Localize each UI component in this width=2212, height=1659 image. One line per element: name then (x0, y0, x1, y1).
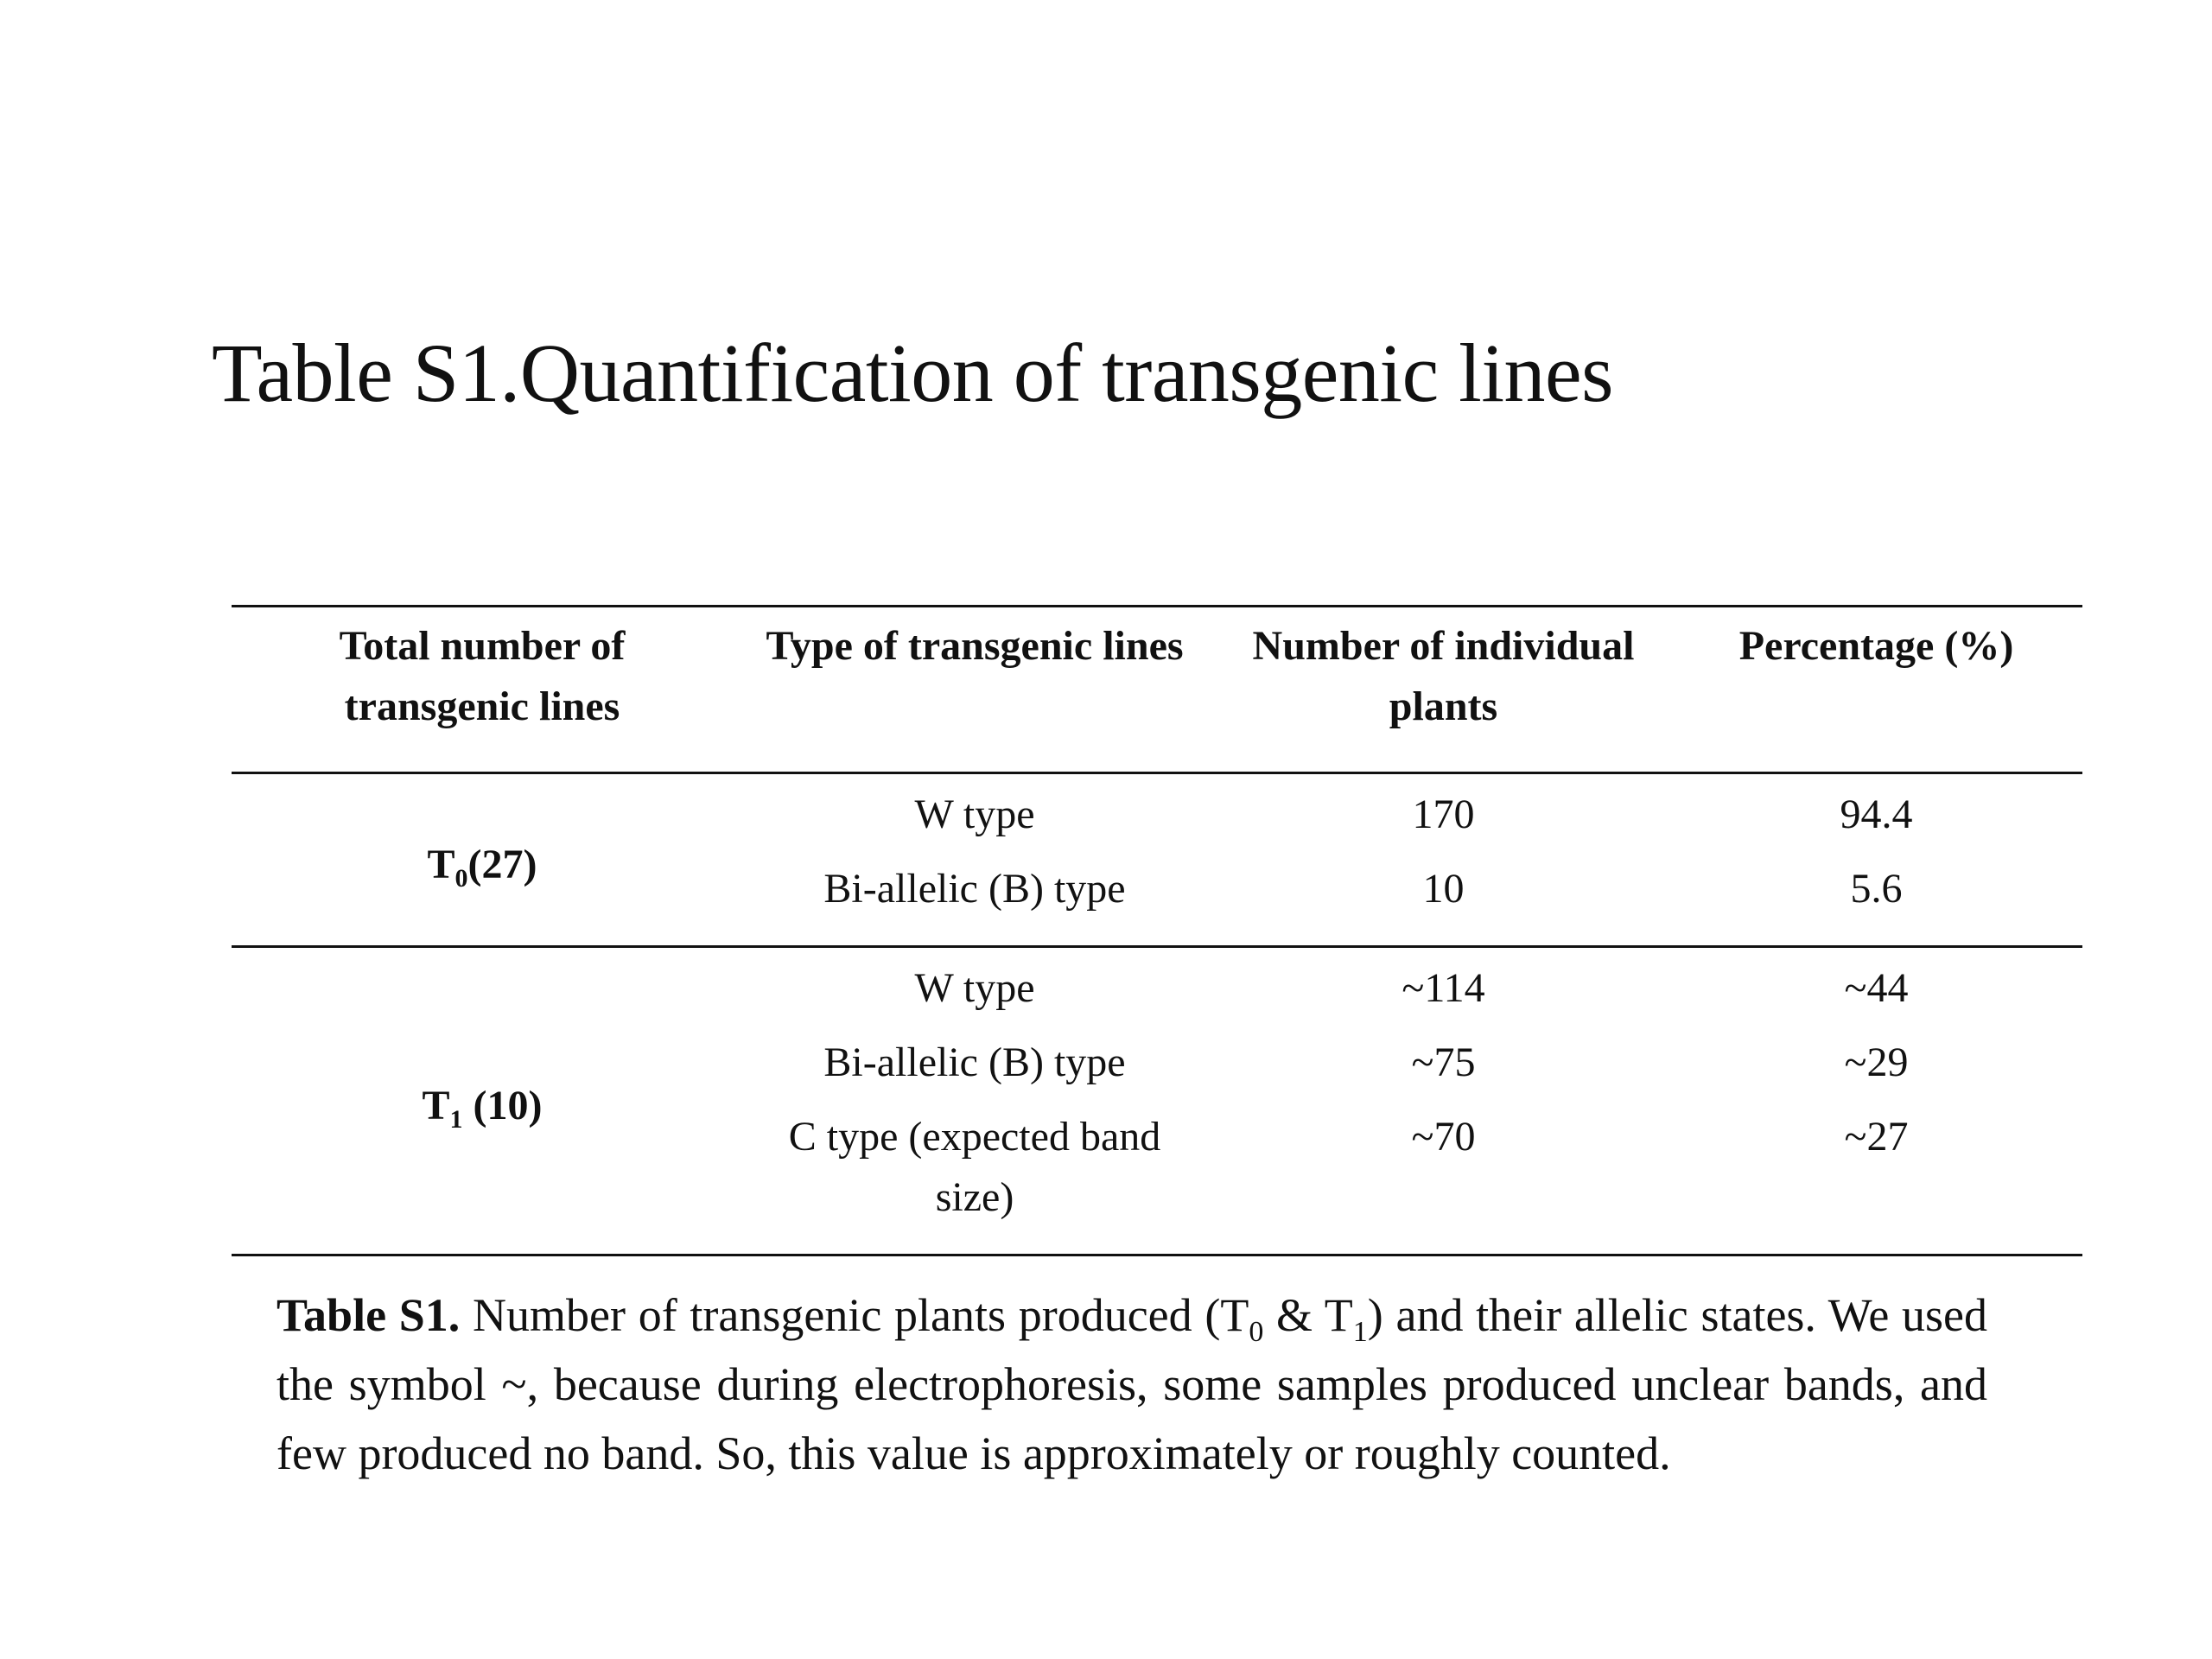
cell-type: C type (expected band size) (788, 1114, 1161, 1220)
header-line-type: Type of transgenic lines (766, 623, 1184, 669)
table-header (232, 607, 2082, 773)
cell-number: ~114 (1402, 965, 1485, 1011)
cell-number: ~70 (1411, 1114, 1476, 1160)
group-label-count: (27) (467, 842, 537, 887)
cell-number: 170 (1412, 791, 1475, 837)
group-label-main: T (427, 842, 455, 887)
group-label-subscript: 0 (454, 864, 468, 893)
group-label-count: (10) (462, 1083, 543, 1128)
group-label-t1 (232, 947, 733, 1255)
table-caption (276, 1281, 1987, 1488)
caption-text-part1: Number of transgenic plants produced (T (460, 1289, 1249, 1341)
page-title: Table S1.Quantification of transgenic lines (212, 327, 1613, 419)
table-row (232, 947, 2082, 1020)
header-row (232, 607, 2082, 773)
cell-type: Bi-allelic (B) type (823, 866, 1126, 912)
table-row (232, 773, 2082, 846)
cell-type: W type (914, 965, 1035, 1011)
header-number-plants: Number of individual plants (1252, 623, 1635, 729)
cell-type: W type (914, 791, 1035, 837)
group-label-main: T (422, 1083, 450, 1128)
caption-lead: Table S1. (276, 1289, 461, 1341)
caption-subscript-1: 1 (1352, 1316, 1368, 1348)
quantification-table (232, 605, 2082, 1256)
cell-percentage: 5.6 (1850, 866, 1903, 912)
cell-type: Bi-allelic (B) type (823, 1039, 1126, 1085)
caption-text-part2: & T (1263, 1289, 1353, 1341)
cell-percentage: ~29 (1844, 1039, 1909, 1085)
group-label-subscript: 1 (449, 1105, 463, 1134)
group-t0 (232, 773, 2082, 947)
cell-percentage: 94.4 (1840, 791, 1913, 837)
cell-percentage: ~44 (1844, 965, 1909, 1011)
caption-subscript-0: 0 (1249, 1316, 1264, 1348)
group-t1 (232, 947, 2082, 1255)
header-total-lines: Total number of transgenic lines (339, 623, 626, 729)
quantification-table-container (232, 605, 2082, 1256)
cell-number: ~75 (1411, 1039, 1476, 1085)
caption-text-part3: ) and their allelic states. We used the symbol ~, because during electrophoresis, some samples produced unclear bands, and few produced no band. So, this value is approximately or roughly counted. (276, 1289, 1987, 1479)
cell-percentage: ~27 (1844, 1114, 1909, 1160)
header-percentage: Percentage (%) (1738, 623, 2014, 669)
group-label-t0 (232, 773, 733, 947)
cell-number: 10 (1422, 866, 1465, 912)
